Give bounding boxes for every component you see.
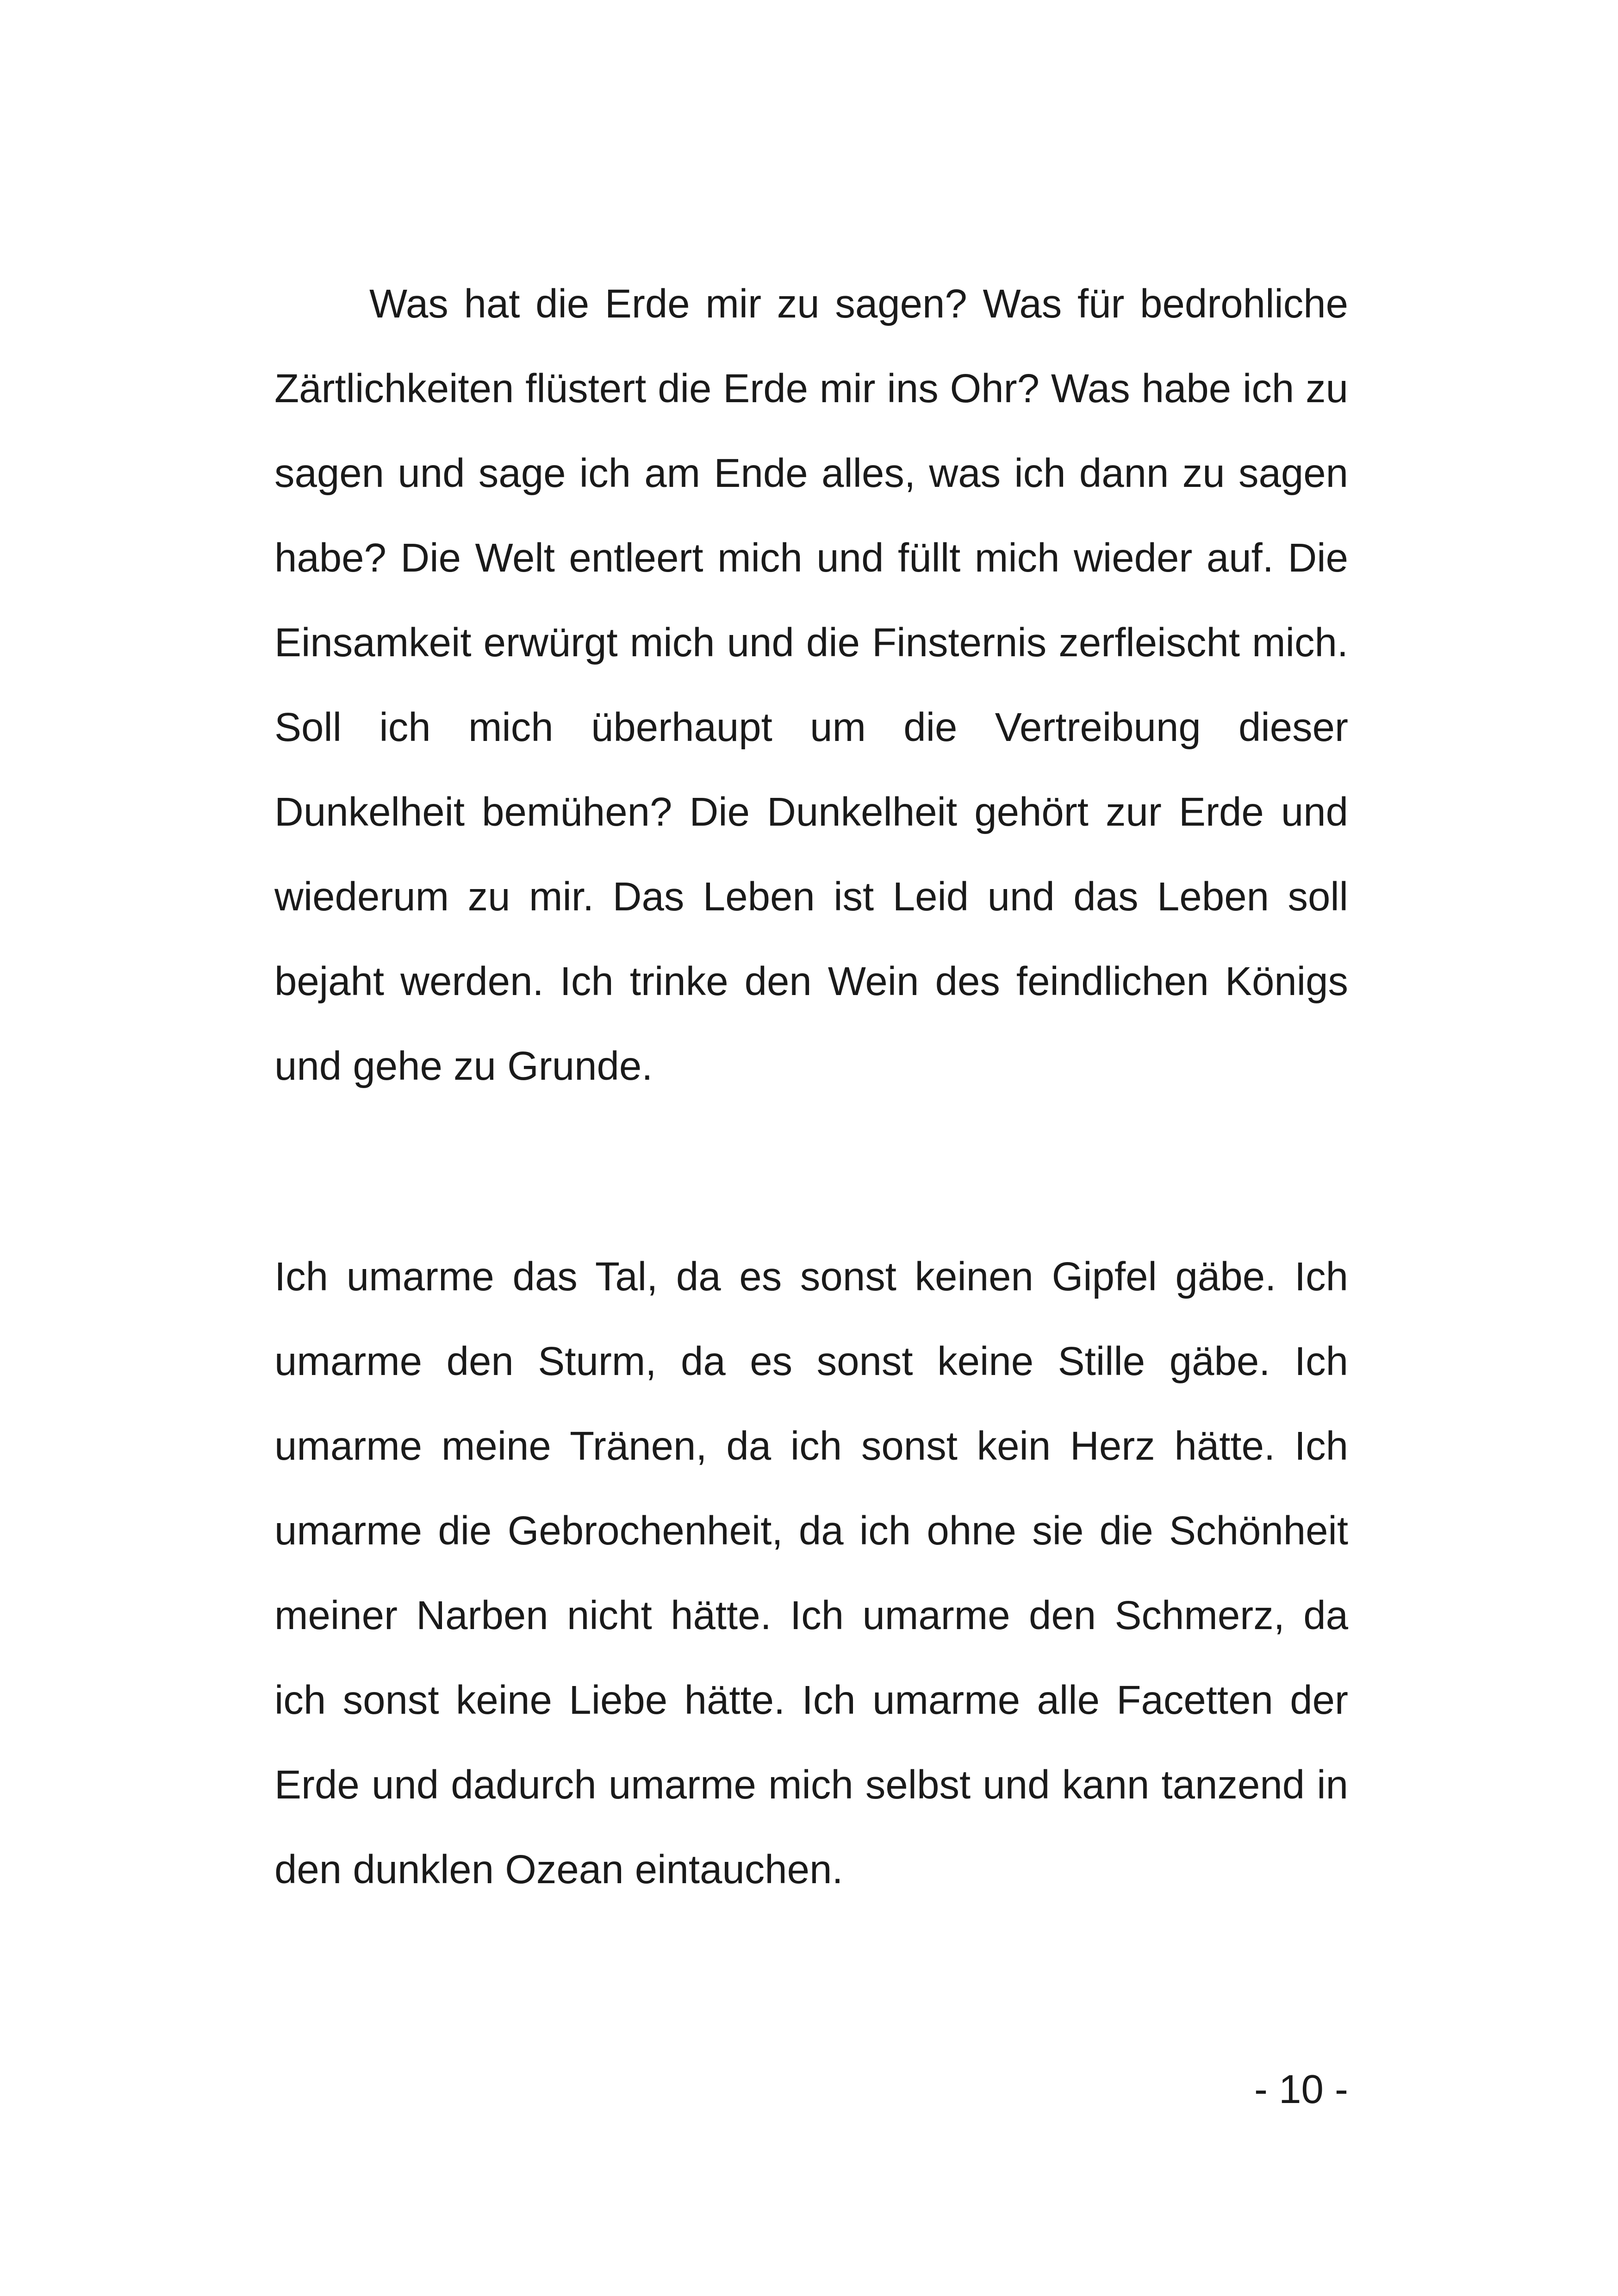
page-number: - 10 - bbox=[1254, 2067, 1348, 2112]
paragraph-1: Was hat die Erde mir zu sagen? Was für bedrohliche Zärtlichkeiten flüstert die Erde mir ins Ohr? Was habe ich zu sagen und sage ich am Ende alles, was ich dann zu sagen habe? Die Welt entleert mich und füllt mich wieder auf. Die Einsamkeit erwürgt mich und die Finsternis zerfleischt mich. Soll ich mich überhaupt um die Vertreibung dieser Dunkelheit bemühen? Die Dunkelheit gehört zur Erde und wiederum zu mir. Das Leben ist Leid und das Leben soll bejaht werden. Ich trinke den Wein des feindlichen Königs und gehe zu Grunde. bbox=[274, 281, 1348, 1089]
paragraph-2: Ich umarme das Tal, da es sonst keinen Gipfel gäbe. Ich umarme den Sturm, da es sonst keine Stille gäbe. Ich umarme meine Tränen, da ich sonst kein Herz hätte. Ich umarme die Gebrochenheit, da ich ohne sie die Schönheit meiner Narben nicht hätte. Ich umarme den Schmerz, da ich sonst keine Liebe hätte. Ich umarme alle Facetten der Erde und dadurch umarme mich selbst und kann tanzend in den dunklen Ozean eintauchen. bbox=[274, 1254, 1348, 1892]
